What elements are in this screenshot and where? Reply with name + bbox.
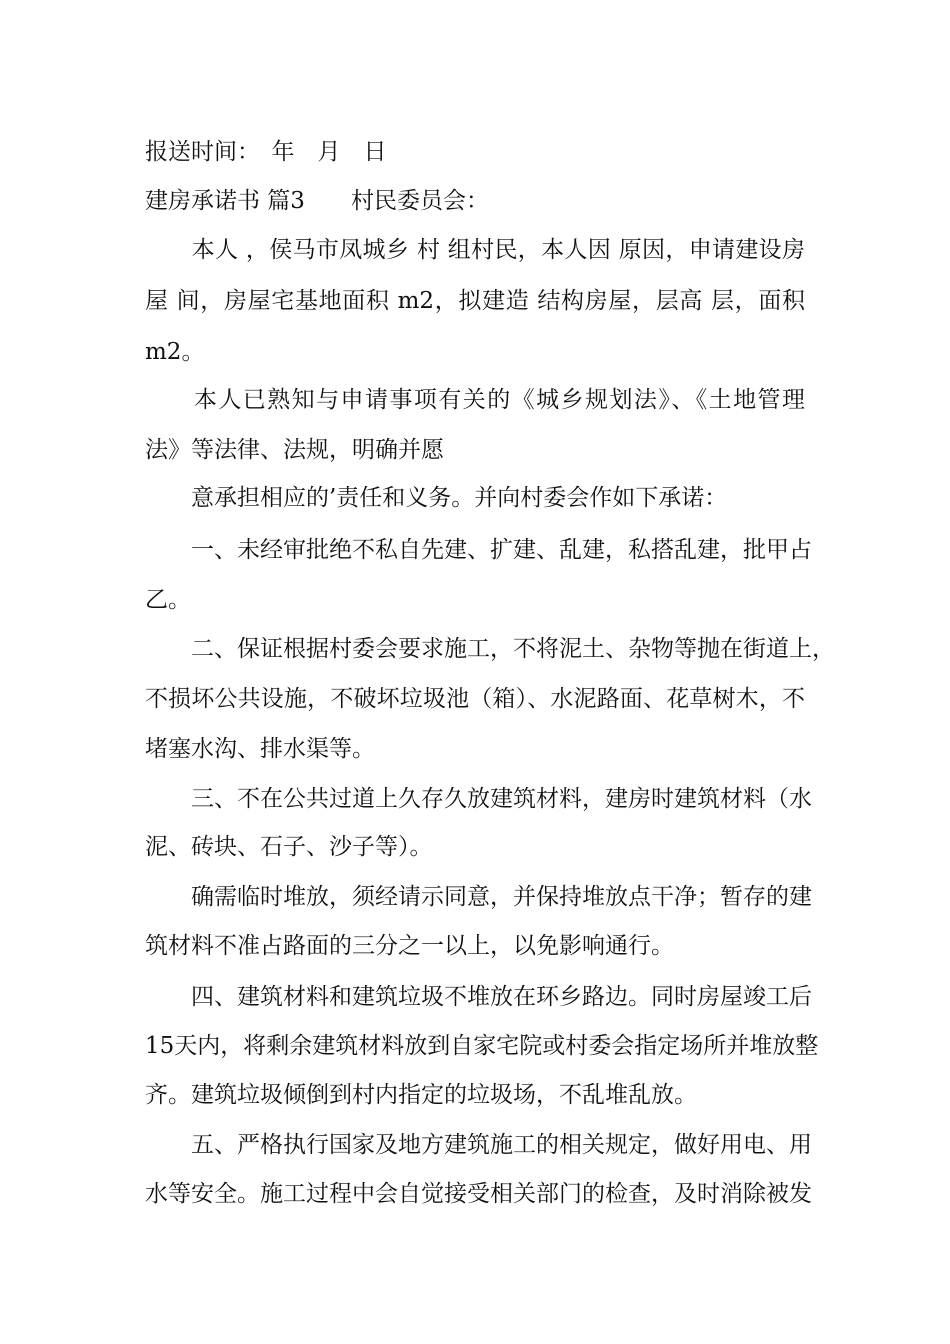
text-line: 筑材料不准占路面的三分之一以上，以免影响通行。 (145, 933, 674, 959)
text-line: 确需临时堆放，须经请示同意，并保持堆放点干净；暂存的建 (145, 884, 812, 910)
text-line: 不损坏公共设施，不破坏垃圾池（箱）、水泥路面、花草树木，不 (145, 686, 805, 712)
text-line: 一、未经审批绝不私自先建、扩建、乱建，私搭乱建，批甲占 (145, 537, 812, 563)
text-line: 齐。建筑垃圾倾倒到村内指定的垃圾场，不乱堆乱放。 (145, 1082, 697, 1108)
text-line: 五、严格执行国家及地方建筑施工的相关规定，做好用电、用 (145, 1132, 812, 1158)
text-line: 15天内，将剩余建筑材料放到自家宅院或村委会指定场所并堆放整 (145, 1033, 819, 1059)
text-line: 意承担相应的’责任和义务。并向村委会作如下承诺： (145, 485, 728, 511)
section-heading-line: 建房承诺书 篇3 村民委员会： (145, 188, 489, 214)
text-line: m2。 (145, 339, 205, 365)
text-line: 本人已熟知与申请事项有关的《城乡规划法》、《土地管理 (145, 387, 805, 413)
text-line: 水等安全。施工过程中会自觉接受相关部门的检查，及时消除被发 (145, 1181, 812, 1207)
text-line: 屋 间，房屋宅基地面积 m2，拟建造 结构房屋，层高 层，面积 (145, 288, 805, 314)
text-line: 本人 ，侯马市凤城乡 村 组村民，本人因 原因，申请建设房 (145, 237, 805, 263)
text-line: 乙。 (145, 587, 191, 613)
text-line: 堵塞水沟、排水渠等。 (145, 736, 375, 762)
text-line: 三、不在公共过道上久存久放建筑材料，建房时建筑材料（水 (145, 786, 812, 812)
text-line: 法》等法律、法规，明确并愿 (145, 437, 444, 463)
text-line: 四、建筑材料和建筑垃圾不堆放在环乡路边。同时房屋竣工后 (145, 984, 812, 1010)
text-line: 二、保证根据村委会要求施工，不将泥土、杂物等抛在街道上， (145, 636, 835, 662)
report-date-line: 报送时间： 年 月 日 (145, 139, 387, 165)
text-line: 泥、砖块、石子、沙子等）。 (145, 834, 433, 860)
